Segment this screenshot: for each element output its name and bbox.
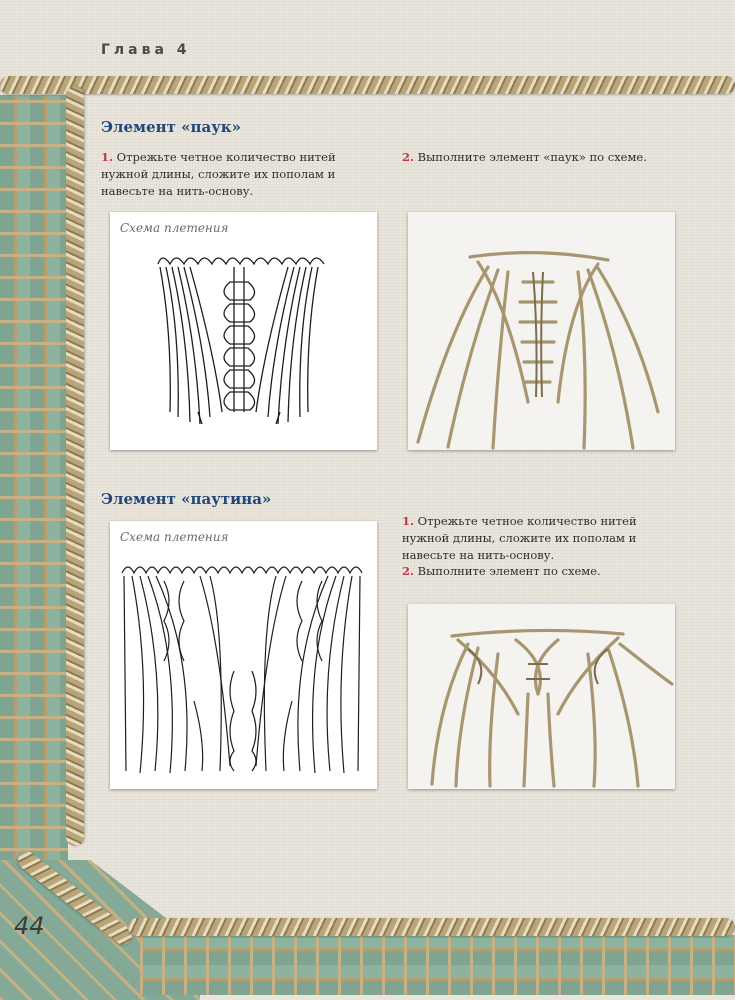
- spider-heading: Элемент «паук»: [101, 118, 242, 136]
- web-schema-box: [110, 521, 377, 789]
- web-step-2-number: 2.: [402, 564, 415, 578]
- page-number: 44: [14, 912, 45, 940]
- web-schema-diagram: [110, 521, 377, 789]
- web-schema-label: Схема плетения: [120, 530, 229, 544]
- spider-step-1-text: Отрежьте четное количество нитей нужной длины, сложите их пополам и навесьте на нить-основу.: [101, 150, 336, 198]
- spider-step-2: [402, 149, 682, 166]
- web-twine-photo: [408, 604, 675, 789]
- rope-border-left: [66, 86, 84, 846]
- web-step-1: [402, 513, 682, 564]
- spider-schema-diagram: [110, 212, 377, 450]
- spider-step-2-text: Выполните элемент «паук» по схеме.: [417, 150, 647, 164]
- chapter-title: Глава 4: [101, 42, 191, 58]
- web-step-1-number: 1.: [402, 514, 415, 528]
- spider-photo: [408, 212, 675, 450]
- rope-border-bottom: [128, 918, 735, 936]
- web-step-1-text: Отрежьте четное количество нитей нужной длины, сложите их пополам и навесьте на нить-основу.: [402, 514, 637, 562]
- web-step-2: [402, 563, 682, 580]
- spider-step-2-number: 2.: [402, 150, 415, 164]
- spider-schema-box: [110, 212, 377, 450]
- macrame-mesh-bottom: [140, 935, 735, 995]
- web-photo: [408, 604, 675, 789]
- spider-step-1-number: 1.: [101, 150, 114, 164]
- macrame-mesh-left: [0, 95, 68, 895]
- spider-step-1: [101, 149, 363, 200]
- spider-schema-label: Схема плетения: [120, 221, 229, 235]
- spider-twine-photo: [408, 212, 675, 450]
- web-heading: Элемент «паутина»: [101, 490, 272, 508]
- web-step-2-text: Выполните элемент по схеме.: [417, 564, 601, 578]
- rope-border-top: [0, 76, 735, 94]
